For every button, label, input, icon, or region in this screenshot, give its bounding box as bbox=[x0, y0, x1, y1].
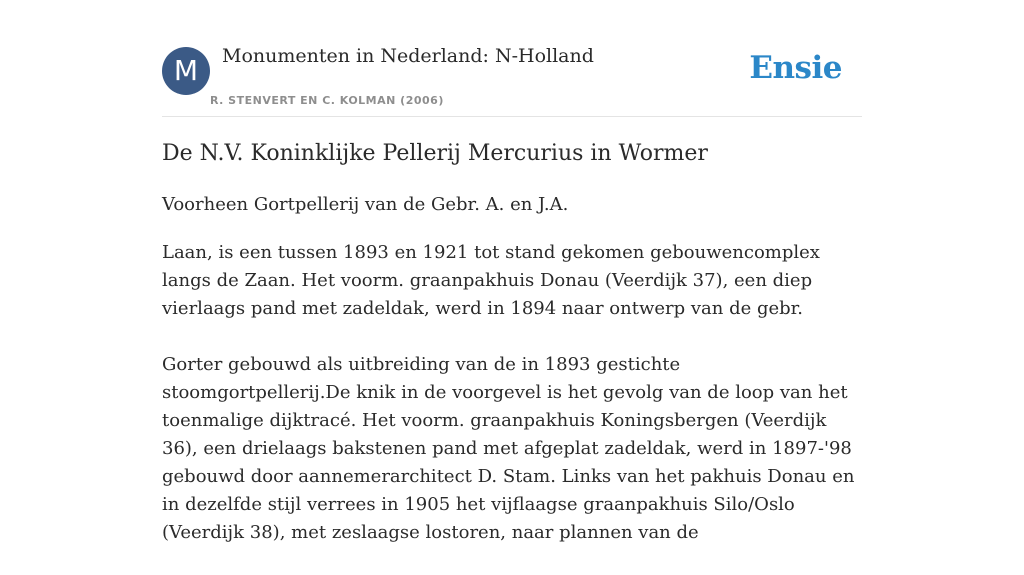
header bbox=[162, 0, 862, 117]
avatar: M bbox=[162, 47, 210, 95]
book-title-link[interactable]: Monumenten in Nederland: N-Holland bbox=[222, 45, 594, 67]
body-paragraph: Gorter gebouwd als uitbreiding van de in 1893 gestichte stoomgortpellerij.De knik in de voorgevel is het gevolg van de loop van het toenmalige dijktracé. Het voorm. graanpakhuis Koningsbergen (Veerdijk 36), een drielaags bakstenen pand met afgeplat zadeldak, werd in 1897-'98 gebouwd door aannemerarchitect D. Stam. Links van het pakhuis Donau en in dezelfde stijl verrees in 1905 het vijflaagse graanpakhuis Silo/Oslo (Veerdijk 38), met zeslaagse lostoren, naar plannen van de bbox=[162, 354, 855, 543]
body-paragraph: Laan, is een tussen 1893 en 1921 tot stand gekomen gebouwencomplex langs de Zaan. Het voorm. graanpakhuis Donau (Veerdijk 37), een diep vierlaags pand met zadeldak, werd in 1894 naar ontwerp van de gebr. bbox=[162, 242, 820, 319]
article-title: De N.V. Koninklijke Pellerij Mercurius in Wormer bbox=[162, 141, 708, 166]
ensie-logo[interactable]: Ensie bbox=[749, 50, 842, 86]
article-body bbox=[162, 239, 862, 575]
book-author: R. STENVERT EN C. KOLMAN (2006) bbox=[210, 94, 444, 107]
article-subtitle: Voorheen Gortpellerij van de Gebr. A. en J.A. bbox=[162, 194, 569, 215]
